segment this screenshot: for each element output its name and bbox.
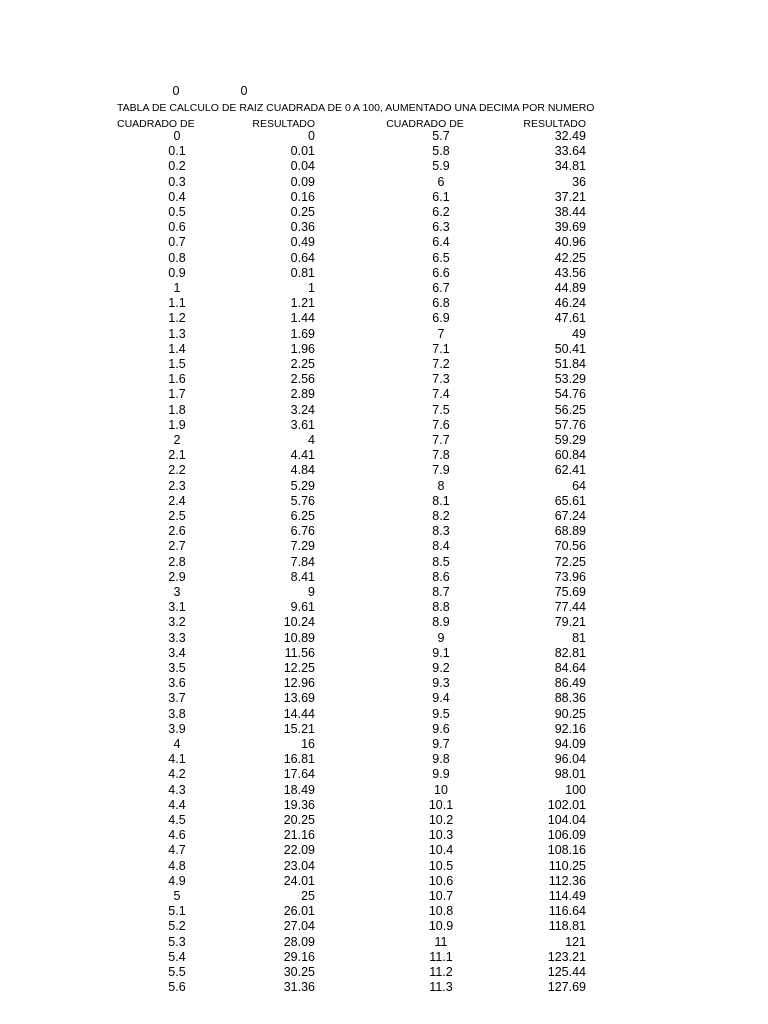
cell-resultado-right: 47.61: [554, 311, 586, 326]
cell-cuadrado-left: 5.3: [168, 934, 186, 949]
cell-resultado-left: 6.25: [290, 509, 315, 523]
cell-cuadrado-right: 9.3: [432, 676, 450, 691]
cell-cuadrado-right: 11: [434, 934, 448, 949]
cell-resultado-right: 106.09: [547, 828, 586, 843]
cell-resultado-left: 0.09: [290, 174, 315, 189]
cell-cuadrado-left: 2.1: [168, 448, 186, 463]
cell-resultado-left: 29.16: [283, 949, 315, 964]
cell-resultado-left: 22.09: [283, 843, 315, 858]
cell-cuadrado-right: 6.9: [432, 311, 450, 326]
cell-cuadrado-left: 2.3: [168, 478, 186, 493]
cell-cuadrado-left: 4.8: [168, 858, 186, 873]
cell-cuadrado-left: 1.3: [168, 326, 186, 341]
cell-resultado-right: 127.69: [547, 980, 586, 995]
cell-cuadrado-right: 8: [437, 478, 445, 493]
cell-resultado-right: 42.25: [554, 250, 586, 265]
cell-cuadrado-left: 1.1: [168, 296, 186, 311]
cell-cuadrado-right: 10.9: [428, 919, 454, 934]
cell-cuadrado-right: 10.6: [428, 873, 454, 888]
cell-resultado-right: 79.21: [554, 615, 586, 630]
cell-cuadrado-left: 1.5: [168, 357, 186, 371]
cell-resultado-left: 21.16: [283, 828, 315, 843]
cell-resultado-right: 104.04: [547, 813, 586, 827]
cell-cuadrado-right: 11.1: [429, 949, 453, 964]
cell-resultado-right: 75.69: [554, 585, 586, 599]
cell-resultado-right: 59.29: [554, 433, 586, 447]
cell-resultado-left: 5.76: [290, 493, 315, 508]
cell-resultado-left: 0.25: [290, 205, 315, 219]
cell-resultado-right: 64: [572, 478, 586, 493]
cell-resultado-left: 0.64: [290, 250, 315, 265]
cell-resultado-left: 2.25: [290, 357, 315, 371]
cell-resultado-right: 81: [572, 630, 586, 645]
cell-resultado-left: 0.49: [290, 235, 315, 250]
cell-cuadrado-left: 3.7: [168, 691, 186, 706]
cell-cuadrado-right: 9.8: [432, 752, 450, 767]
cell-resultado-right: 34.81: [554, 159, 586, 174]
cell-resultado-right: 125.44: [547, 965, 586, 979]
cell-resultado-right: 123.21: [547, 949, 586, 964]
cell-cuadrado-right: 8.2: [432, 509, 450, 523]
cell-resultado-left: 27.04: [283, 919, 315, 934]
cell-resultado-left: 4: [308, 433, 315, 447]
cell-resultado-left: 3.61: [290, 417, 315, 432]
cell-resultado-right: 46.24: [554, 296, 586, 311]
cell-resultado-left: 20.25: [283, 813, 315, 827]
cell-resultado-right: 62.41: [554, 463, 586, 478]
cell-cuadrado-right: 9.9: [432, 767, 450, 782]
cell-cuadrado-right: 7: [437, 326, 445, 341]
cell-resultado-right: 44.89: [554, 281, 586, 295]
cell-resultado-left: 7.84: [290, 554, 315, 569]
cell-cuadrado-right: 7.4: [432, 387, 450, 402]
cell-cuadrado-left: 3.5: [168, 661, 186, 675]
cell-cuadrado-left: 0.3: [168, 174, 186, 189]
cell-resultado-left: 15.21: [283, 721, 315, 736]
cell-cuadrado-right: 11.3: [429, 980, 453, 995]
cell-cuadrado-left: 2.4: [168, 493, 186, 508]
cell-cuadrado-right: 9.1: [432, 645, 450, 660]
cell-resultado-left: 9: [308, 585, 315, 599]
cell-resultado-right: 88.36: [554, 691, 586, 706]
cell-resultado-right: 70.56: [554, 539, 586, 554]
cell-cuadrado-left: 3: [173, 585, 181, 599]
cell-resultado-left: 4.84: [290, 463, 315, 478]
cell-resultado-left: 19.36: [283, 797, 315, 812]
cell-resultado-right: 38.44: [554, 205, 586, 219]
cell-cuadrado-right: 6.4: [432, 235, 450, 250]
cell-cuadrado-left: 1.6: [168, 372, 186, 387]
cell-cuadrado-right: 6.5: [432, 250, 450, 265]
cell-resultado-right: 84.64: [554, 661, 586, 675]
cell-cuadrado-left: 0.2: [168, 159, 186, 174]
cell-cuadrado-right: 8.8: [432, 600, 450, 615]
cell-cuadrado-left: 0.8: [168, 250, 186, 265]
cell-cuadrado-left: 4.5: [168, 813, 186, 827]
cell-cuadrado-left: 2.2: [168, 463, 186, 478]
cell-cuadrado-left: 4.1: [168, 752, 186, 767]
cell-resultado-right: 72.25: [554, 554, 586, 569]
cell-cuadrado-left: 2.9: [168, 569, 186, 584]
cell-cuadrado-left: 3.3: [168, 630, 186, 645]
cell-resultado-right: 116.64: [548, 904, 586, 919]
cell-resultado-left: 1.96: [290, 341, 315, 356]
cell-resultado-right: 32.49: [554, 129, 586, 143]
cell-resultado-left: 0.16: [290, 189, 315, 204]
cell-cuadrado-left: 3.1: [168, 600, 186, 615]
cell-cuadrado-right: 9.4: [432, 691, 450, 706]
cell-cuadrado-left: 5: [173, 889, 181, 903]
cell-cuadrado-left: 0.9: [168, 265, 186, 280]
cell-cuadrado-right: 7.3: [432, 372, 450, 387]
cell-cuadrado-right: 10.1: [428, 797, 454, 812]
cell-resultado-left: 1.69: [290, 326, 315, 341]
cell-resultado-left: 9.61: [290, 600, 315, 615]
cell-cuadrado-right: 10: [434, 782, 448, 797]
cell-resultado-right: 37.21: [554, 189, 586, 204]
cell-cuadrado-left: 1.8: [168, 402, 186, 417]
cell-cuadrado-left: 3.6: [168, 676, 186, 691]
cell-resultado-right: 65.61: [554, 493, 586, 508]
cell-resultado-right: 60.84: [554, 448, 586, 463]
header-resultado-left: RESULTADO: [252, 118, 315, 130]
cell-cuadrado-left: 4.3: [168, 782, 186, 797]
cell-resultado-right: 96.04: [554, 752, 586, 767]
cell-cuadrado-right: 9.6: [432, 721, 450, 736]
cell-cuadrado-left: 1: [173, 281, 181, 295]
cell-resultado-left: 28.09: [283, 934, 315, 949]
cell-resultado-left: 3.24: [290, 402, 315, 417]
cell-cuadrado-left: 1.7: [168, 387, 186, 402]
cell-cuadrado-right: 10.4: [428, 843, 454, 858]
cell-cuadrado-left: 0.4: [168, 189, 186, 204]
cell-cuadrado-right: 8.6: [432, 569, 450, 584]
cell-cuadrado-left: 3.9: [168, 721, 186, 736]
cell-resultado-right: 92.16: [554, 721, 586, 736]
cell-resultado-left: 10.24: [283, 615, 315, 630]
cell-cuadrado-right: 8.1: [432, 493, 450, 508]
cell-cuadrado-left: 5.2: [168, 919, 186, 934]
cell-resultado-right: 118.81: [548, 919, 586, 934]
cell-cuadrado-right: 6.7: [432, 281, 450, 295]
cell-resultado-right: 94.09: [554, 737, 586, 751]
cell-cuadrado-right: 8.7: [432, 585, 450, 599]
cell-resultado-right: 112.36: [548, 873, 586, 888]
cell-cuadrado-left: 5.1: [168, 904, 186, 919]
cell-cuadrado-right: 10.5: [428, 858, 454, 873]
cell-cuadrado-right: 10.8: [428, 904, 454, 919]
cell-resultado-left: 13.69: [283, 691, 315, 706]
cell-resultado-left: 0.81: [290, 265, 315, 280]
cell-resultado-right: 121: [565, 934, 586, 949]
cell-resultado-left: 23.04: [283, 858, 315, 873]
cell-cuadrado-left: 0.5: [168, 205, 186, 219]
cell-resultado-right: 114.49: [548, 889, 586, 903]
cell-cuadrado-right: 11.2: [429, 965, 453, 979]
cell-resultado-right: 98.01: [554, 767, 586, 782]
cell-cuadrado-left: 4.9: [168, 873, 186, 888]
cell-cuadrado-right: 7.5: [432, 402, 450, 417]
cell-cuadrado-right: 9.5: [432, 706, 450, 721]
cell-cuadrado-left: 0.6: [168, 220, 186, 235]
cell-resultado-right: 54.76: [554, 387, 586, 402]
cell-resultado-right: 53.29: [554, 372, 586, 387]
cell-resultado-left: 0.04: [290, 159, 315, 174]
cell-cuadrado-right: 8.9: [432, 615, 450, 630]
cell-cuadrado-left: 3.4: [168, 645, 186, 660]
cell-cuadrado-left: 4.6: [168, 828, 186, 843]
cell-resultado-left: 17.64: [283, 767, 315, 782]
cell-resultado-left: 7.29: [290, 539, 315, 554]
cell-resultado-right: 39.69: [554, 220, 586, 235]
top-value-a: 0: [172, 84, 180, 98]
cell-cuadrado-right: 5.8: [432, 144, 450, 159]
cell-resultado-left: 24.01: [283, 873, 315, 888]
cell-resultado-right: 90.25: [554, 706, 586, 721]
cell-cuadrado-right: 9.2: [432, 661, 450, 675]
cell-cuadrado-right: 6.1: [432, 189, 450, 204]
cell-cuadrado-left: 3.2: [168, 615, 186, 630]
cell-cuadrado-left: 1.9: [168, 417, 186, 432]
cell-cuadrado-left: 2.8: [168, 554, 186, 569]
cell-resultado-right: 57.76: [554, 417, 586, 432]
cell-resultado-right: 77.44: [554, 600, 586, 615]
cell-cuadrado-left: 4.4: [168, 797, 186, 812]
cell-resultado-right: 51.84: [554, 357, 586, 371]
cell-resultado-right: 102.01: [547, 797, 586, 812]
header-cuadrado-right: CUADRADO DE: [386, 118, 464, 130]
cell-resultado-left: 12.96: [283, 676, 315, 691]
cell-resultado-left: 31.36: [283, 980, 315, 995]
cell-cuadrado-right: 8.5: [432, 554, 450, 569]
cell-resultado-left: 8.41: [290, 569, 315, 584]
cell-cuadrado-right: 10.7: [428, 889, 454, 903]
cell-cuadrado-left: 2.7: [168, 539, 186, 554]
cell-cuadrado-right: 6.2: [432, 205, 450, 219]
header-cuadrado-left: CUADRADO DE: [117, 118, 195, 130]
cell-resultado-left: 14.44: [283, 706, 315, 721]
cell-resultado-left: 12.25: [283, 661, 315, 675]
cell-cuadrado-right: 6.3: [432, 220, 450, 235]
cell-cuadrado-left: 0: [173, 129, 181, 143]
cell-cuadrado-right: 9: [437, 630, 445, 645]
cell-resultado-left: 1.44: [290, 311, 315, 326]
cell-resultado-right: 49: [572, 326, 586, 341]
cell-resultado-right: 108.16: [547, 843, 586, 858]
cell-resultado-right: 33.64: [554, 144, 586, 159]
cell-resultado-left: 26.01: [283, 904, 315, 919]
cell-cuadrado-right: 8.3: [432, 524, 450, 539]
cell-resultado-left: 0.01: [290, 144, 315, 159]
cell-resultado-left: 0: [308, 129, 315, 143]
cell-resultado-right: 86.49: [554, 676, 586, 691]
cell-cuadrado-right: 5.7: [432, 129, 450, 143]
cell-resultado-left: 10.89: [283, 630, 315, 645]
cell-cuadrado-left: 1.2: [168, 311, 186, 326]
table-title: TABLA DE CALCULO DE RAIZ CUADRADA DE 0 A 100, AUMENTADO UNA DECIMA POR NUMERO: [117, 102, 595, 114]
cell-cuadrado-right: 10.2: [428, 813, 454, 827]
cell-resultado-left: 2.56: [290, 372, 315, 387]
cell-cuadrado-left: 1.4: [168, 341, 186, 356]
cell-cuadrado-right: 9.7: [432, 737, 450, 751]
cell-cuadrado-left: 2: [173, 433, 181, 447]
cell-cuadrado-right: 7.6: [432, 417, 450, 432]
cell-cuadrado-left: 4.2: [168, 767, 186, 782]
cell-resultado-left: 25: [301, 889, 315, 903]
cell-resultado-left: 11.56: [284, 645, 315, 660]
cell-cuadrado-left: 5.5: [168, 965, 186, 979]
cell-cuadrado-left: 0.7: [168, 235, 186, 250]
cell-resultado-left: 1: [308, 281, 315, 295]
cell-cuadrado-right: 6: [437, 174, 445, 189]
cell-resultado-left: 1.21: [290, 296, 315, 311]
cell-cuadrado-right: 7.2: [432, 357, 450, 371]
cell-resultado-right: 56.25: [554, 402, 586, 417]
cell-cuadrado-right: 6.6: [432, 265, 450, 280]
cell-resultado-left: 5.29: [290, 478, 315, 493]
cell-resultado-right: 50.41: [554, 341, 586, 356]
cell-cuadrado-left: 0.1: [168, 144, 186, 159]
cell-resultado-right: 73.96: [554, 569, 586, 584]
cell-resultado-left: 16: [301, 737, 315, 751]
cell-resultado-left: 4.41: [290, 448, 315, 463]
cell-cuadrado-right: 7.9: [432, 463, 450, 478]
cell-cuadrado-right: 6.8: [432, 296, 450, 311]
cell-cuadrado-right: 7.7: [432, 433, 450, 447]
cell-resultado-right: 36: [572, 174, 586, 189]
cell-resultado-right: 40.96: [554, 235, 586, 250]
cell-cuadrado-right: 5.9: [432, 159, 450, 174]
top-value-b: 0: [240, 84, 248, 98]
cell-resultado-left: 2.89: [290, 387, 315, 402]
cell-cuadrado-left: 5.4: [168, 949, 186, 964]
cell-cuadrado-left: 2.6: [168, 524, 186, 539]
cell-resultado-right: 67.24: [554, 509, 586, 523]
cell-resultado-right: 43.56: [554, 265, 586, 280]
cell-cuadrado-right: 10.3: [428, 828, 454, 843]
cell-resultado-right: 110.25: [548, 858, 586, 873]
cell-cuadrado-left: 3.8: [168, 706, 186, 721]
cell-resultado-left: 6.76: [290, 524, 315, 539]
cell-resultado-left: 30.25: [283, 965, 315, 979]
cell-cuadrado-left: 2.5: [168, 509, 186, 523]
cell-cuadrado-left: 4: [173, 737, 181, 751]
header-resultado-right: RESULTADO: [523, 118, 586, 130]
cell-cuadrado-right: 7.1: [432, 341, 450, 356]
cell-cuadrado-right: 8.4: [432, 539, 450, 554]
cell-cuadrado-left: 5.6: [168, 980, 186, 995]
cell-cuadrado-right: 7.8: [432, 448, 450, 463]
cell-resultado-left: 16.81: [283, 752, 315, 767]
cell-resultado-right: 100: [565, 782, 586, 797]
cell-resultado-right: 82.81: [554, 645, 586, 660]
cell-resultado-left: 0.36: [290, 220, 315, 235]
cell-resultado-left: 18.49: [283, 782, 315, 797]
cell-cuadrado-left: 4.7: [168, 843, 186, 858]
cell-resultado-right: 68.89: [554, 524, 586, 539]
